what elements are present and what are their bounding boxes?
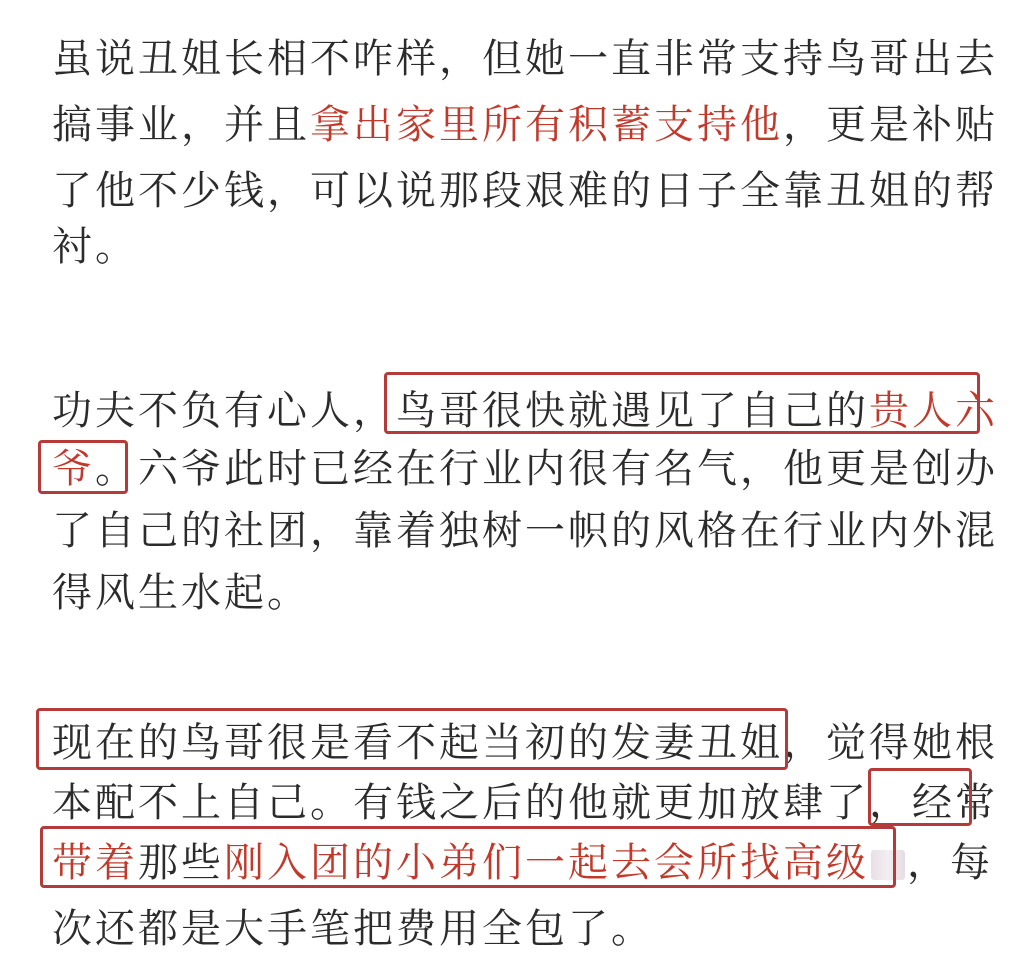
p3-line2-text-a: 本配不上自己。有钱之后的他就更加放肆了， xyxy=(52,780,912,826)
p1-line2-text-b: ，更是补贴 xyxy=(783,102,998,148)
p1-line2-text-a: 搞事业，并且 xyxy=(52,102,310,148)
p2-line2-text: 六爷此时已经在行业内很有名气，他更是创办 xyxy=(138,446,998,492)
p1-line2 xyxy=(52,94,998,156)
p3-line3-text-a: 那些 xyxy=(138,840,224,886)
p1-line3 xyxy=(52,160,998,222)
p3-line3 xyxy=(52,832,993,894)
p3-line1-text-a: 现在的鸟哥很是看不起当初的发妻丑姐， xyxy=(52,720,826,766)
p2-line1-text-a: 功夫不负有心人， xyxy=(52,388,396,434)
p3-line4-text: 次还都是大手笔把费用全包了。 xyxy=(52,906,654,952)
p2-line2 xyxy=(52,438,998,500)
p2-line1-text-b: 鸟哥很快就遇见了自己的 xyxy=(396,388,869,434)
p2-line4 xyxy=(52,562,310,624)
p2-line3 xyxy=(52,500,998,562)
p3-line2-text-b: 经常 xyxy=(912,780,998,826)
censored-blur xyxy=(871,850,905,880)
p3-line2 xyxy=(52,772,998,834)
p3-line1 xyxy=(52,712,998,774)
p2-highlight-guiren: 贵人六 xyxy=(869,388,998,434)
p1-line4 xyxy=(52,216,138,278)
p3-line4 xyxy=(52,898,654,960)
p1-line1 xyxy=(52,28,998,90)
p3-line3-text-b: ，每 xyxy=(907,840,993,886)
p3-highlight-daizhe: 带着 xyxy=(52,840,138,886)
p1-line4-text: 衬。 xyxy=(52,224,138,270)
p2-line2-punct: 。 xyxy=(95,446,138,492)
p3-highlight-text: 刚入团的小弟们一起去会所找高级 xyxy=(224,840,869,886)
p1-highlight-text: 拿出家里所有积蓄支持他 xyxy=(310,102,783,148)
p2-highlight-ye: 爷 xyxy=(52,446,95,492)
p1-line1-text: 虽说丑姐长相不咋样，但她一直非常支持鸟哥出去 xyxy=(52,36,998,82)
p2-line3-text: 了自己的社团，靠着独树一帜的风格在行业内外混 xyxy=(52,508,998,554)
p1-line3-text: 了他不少钱，可以说那段艰难的日子全靠丑姐的帮 xyxy=(52,168,998,214)
p3-line1-text-b: 觉得她根 xyxy=(826,720,998,766)
p2-line1 xyxy=(52,380,998,442)
p2-line4-text: 得风生水起。 xyxy=(52,570,310,616)
